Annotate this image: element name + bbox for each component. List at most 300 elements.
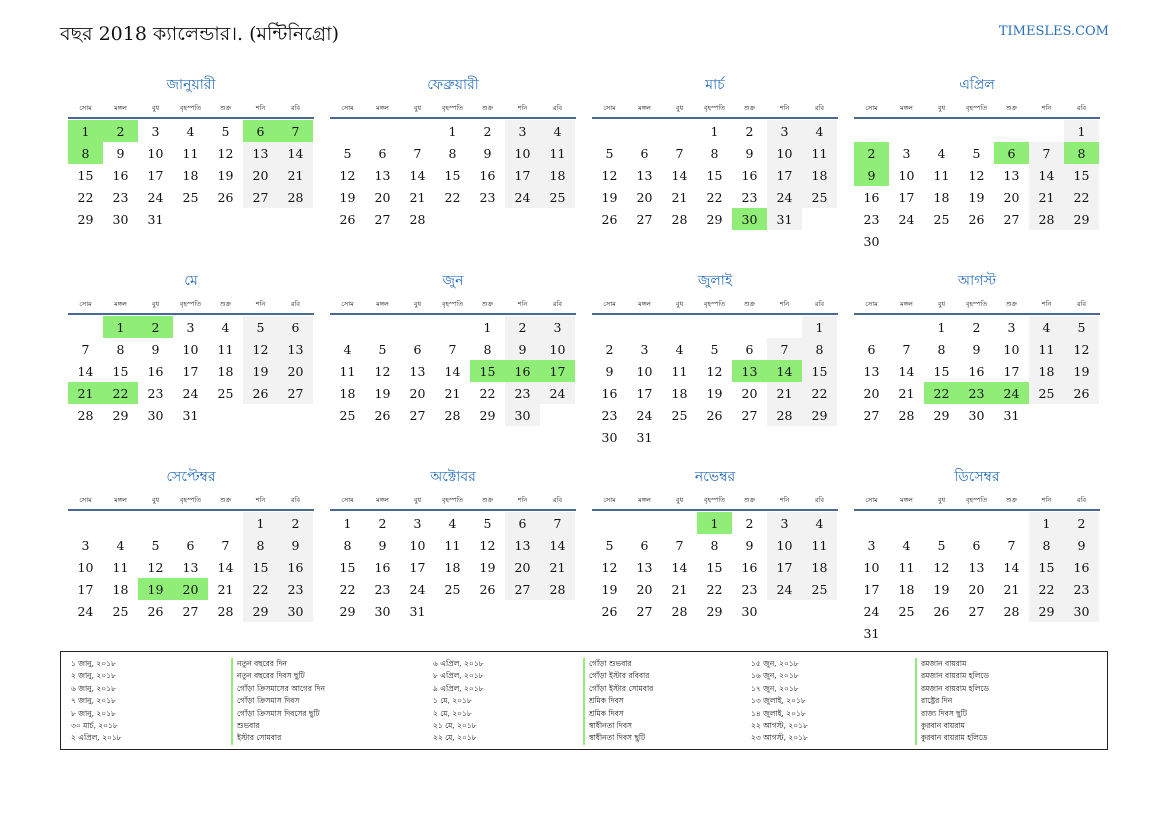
day-cell[interactable]: 23 [601,407,618,423]
day-cell[interactable]: 7 [675,145,684,161]
day-cell[interactable]: 8 [710,145,719,161]
day-cell[interactable]: 1 [243,512,278,534]
day-cell[interactable]: 11 [540,142,575,164]
day-cell[interactable]: 5 [937,537,946,553]
day-cell[interactable]: 19 [374,385,391,401]
day-cell[interactable]: 30 [968,407,985,423]
day-cell[interactable]: 21 [217,581,234,597]
day-cell[interactable]: 8 [710,537,719,553]
day-cell[interactable]: 9 [605,363,614,379]
day-cell[interactable]: 14 [898,363,915,379]
day-cell[interactable]: 14 [77,363,94,379]
day-cell[interactable]: 24 [505,186,540,208]
day-cell[interactable]: 21 [278,164,313,186]
day-cell[interactable]: 23 [278,578,313,600]
day-cell[interactable]: 22 [706,189,723,205]
day-cell[interactable]: 27 [636,603,653,619]
day-cell[interactable]: 16 [147,363,164,379]
day-cell[interactable]: 9 [1064,534,1099,556]
day-cell[interactable]: 18 [933,189,950,205]
day-cell[interactable]: 28 [409,211,426,227]
day-cell[interactable]: 10 [767,534,802,556]
day-cell[interactable]: 17 [1003,363,1020,379]
day-cell[interactable]: 31 [1003,407,1020,423]
day-cell[interactable]: 30 [505,404,540,426]
day-cell[interactable]: 6 [745,341,754,357]
day-cell[interactable]: 9 [483,145,492,161]
day-cell[interactable]: 28 [767,404,802,426]
day-cell[interactable]: 5 [605,537,614,553]
day-cell[interactable]: 7 [81,341,90,357]
day-cell[interactable]: 30 [278,600,313,622]
day-cell[interactable]: 20 [278,360,313,382]
day-cell[interactable]: 31 [409,603,426,619]
day-cell[interactable]: 11 [933,167,950,183]
day-cell[interactable]: 3 [186,319,195,335]
day-cell[interactable]: 16 [863,189,880,205]
day-cell[interactable]: 13 [732,360,767,382]
day-cell[interactable]: 20 [505,556,540,578]
day-cell[interactable]: 26 [217,189,234,205]
day-cell[interactable]: 27 [409,407,426,423]
day-cell[interactable]: 9 [378,537,387,553]
day-cell[interactable]: 20 [863,385,880,401]
day-cell[interactable]: 24 [767,578,802,600]
day-cell[interactable]: 3 [902,145,911,161]
day-cell[interactable]: 8 [483,341,492,357]
day-cell[interactable]: 29 [933,407,950,423]
day-cell[interactable]: 13 [505,534,540,556]
day-cell[interactable]: 10 [77,559,94,575]
day-cell[interactable]: 24 [994,382,1029,404]
day-cell[interactable]: 15 [706,559,723,575]
day-cell[interactable]: 3 [640,341,649,357]
day-cell[interactable]: 7 [675,537,684,553]
day-cell[interactable]: 5 [378,341,387,357]
day-cell[interactable]: 11 [112,559,129,575]
day-cell[interactable]: 19 [138,578,173,600]
day-cell[interactable]: 1 [1029,512,1064,534]
day-cell[interactable]: 4 [902,537,911,553]
day-cell[interactable]: 1 [68,120,103,142]
day-cell[interactable]: 29 [706,603,723,619]
day-cell[interactable]: 28 [898,407,915,423]
day-cell[interactable]: 5 [151,537,160,553]
day-cell[interactable]: 31 [863,625,880,641]
day-cell[interactable]: 11 [182,145,199,161]
day-cell[interactable]: 14 [217,559,234,575]
day-cell[interactable]: 1 [710,123,719,139]
day-cell[interactable]: 9 [278,534,313,556]
day-cell[interactable]: 11 [339,363,356,379]
day-cell[interactable]: 19 [339,189,356,205]
day-cell[interactable]: 14 [671,167,688,183]
day-cell[interactable]: 6 [972,537,981,553]
day-cell[interactable]: 9 [972,341,981,357]
day-cell[interactable]: 28 [444,407,461,423]
day-cell[interactable]: 14 [1029,164,1064,186]
day-cell[interactable]: 3 [867,537,876,553]
day-cell[interactable]: 6 [378,145,387,161]
day-cell[interactable]: 26 [1064,382,1099,404]
day-cell[interactable]: 28 [1003,603,1020,619]
day-cell[interactable]: 21 [68,382,103,404]
day-cell[interactable]: 19 [217,167,234,183]
day-cell[interactable]: 29 [706,211,723,227]
day-cell[interactable]: 27 [1003,211,1020,227]
day-cell[interactable]: 6 [994,142,1029,164]
day-cell[interactable]: 16 [1064,556,1099,578]
day-cell[interactable]: 27 [243,186,278,208]
day-cell[interactable]: 5 [605,145,614,161]
day-cell[interactable]: 17 [540,360,575,382]
day-cell[interactable]: 4 [448,515,457,531]
day-cell[interactable]: 20 [374,189,391,205]
day-cell[interactable]: 26 [968,211,985,227]
day-cell[interactable]: 15 [444,167,461,183]
day-cell[interactable]: 30 [601,429,618,445]
day-cell[interactable]: 23 [1064,578,1099,600]
day-cell[interactable]: 27 [636,211,653,227]
day-cell[interactable]: 17 [767,556,802,578]
day-cell[interactable]: 6 [413,341,422,357]
day-cell[interactable]: 12 [374,363,391,379]
day-cell[interactable]: 24 [77,603,94,619]
day-cell[interactable]: 12 [1064,338,1099,360]
day-cell[interactable]: 2 [483,123,492,139]
day-cell[interactable]: 14 [767,360,802,382]
day-cell[interactable]: 6 [640,145,649,161]
day-cell[interactable]: 13 [374,167,391,183]
day-cell[interactable]: 19 [601,189,618,205]
day-cell[interactable]: 7 [221,537,230,553]
day-cell[interactable]: 18 [671,385,688,401]
day-cell[interactable]: 11 [444,537,461,553]
day-cell[interactable]: 19 [243,360,278,382]
day-cell[interactable]: 13 [182,559,199,575]
day-cell[interactable]: 28 [1029,208,1064,230]
day-cell[interactable]: 12 [147,559,164,575]
day-cell[interactable]: 8 [343,537,352,553]
day-cell[interactable]: 17 [767,164,802,186]
day-cell[interactable]: 15 [1064,164,1099,186]
day-cell[interactable]: 1 [483,319,492,335]
day-cell[interactable]: 12 [968,167,985,183]
day-cell[interactable]: 30 [374,603,391,619]
day-cell[interactable]: 8 [1064,142,1099,164]
day-cell[interactable]: 9 [745,537,754,553]
day-cell[interactable]: 31 [182,407,199,423]
day-cell[interactable]: 22 [444,189,461,205]
day-cell[interactable]: 16 [741,167,758,183]
day-cell[interactable]: 29 [339,603,356,619]
day-cell[interactable]: 8 [448,145,457,161]
day-cell[interactable]: 25 [339,407,356,423]
day-cell[interactable]: 21 [671,581,688,597]
day-cell[interactable]: 25 [217,385,234,401]
day-cell[interactable]: 28 [540,578,575,600]
day-cell[interactable]: 15 [339,559,356,575]
day-cell[interactable]: 6 [505,512,540,534]
day-cell[interactable]: 19 [1064,360,1099,382]
day-cell[interactable]: 27 [374,211,391,227]
day-cell[interactable]: 10 [767,142,802,164]
day-cell[interactable]: 21 [444,385,461,401]
day-cell[interactable]: 27 [968,603,985,619]
day-cell[interactable]: 23 [505,382,540,404]
day-cell[interactable]: 21 [671,189,688,205]
day-cell[interactable]: 21 [898,385,915,401]
day-cell[interactable]: 27 [505,578,540,600]
day-cell[interactable]: 21 [409,189,426,205]
day-cell[interactable]: 15 [77,167,94,183]
day-cell[interactable]: 22 [924,382,959,404]
day-cell[interactable]: 26 [706,407,723,423]
day-cell[interactable]: 13 [1003,167,1020,183]
day-cell[interactable]: 4 [221,319,230,335]
day-cell[interactable]: 13 [968,559,985,575]
day-cell[interactable]: 1 [103,316,138,338]
day-cell[interactable]: 17 [898,189,915,205]
day-cell[interactable]: 15 [1029,556,1064,578]
day-cell[interactable]: 26 [933,603,950,619]
day-cell[interactable]: 1 [937,319,946,335]
day-cell[interactable]: 7 [413,145,422,161]
day-cell[interactable]: 25 [112,603,129,619]
day-cell[interactable]: 7 [448,341,457,357]
day-cell[interactable]: 20 [1003,189,1020,205]
day-cell[interactable]: 30 [732,208,767,230]
day-cell[interactable]: 26 [243,382,278,404]
day-cell[interactable]: 3 [767,512,802,534]
day-cell[interactable]: 26 [601,603,618,619]
day-cell[interactable]: 6 [243,120,278,142]
day-cell[interactable]: 30 [147,407,164,423]
day-cell[interactable]: 3 [81,537,90,553]
day-cell[interactable]: 18 [802,164,837,186]
day-cell[interactable]: 29 [112,407,129,423]
day-cell[interactable]: 2 [138,316,173,338]
day-cell[interactable]: 23 [112,189,129,205]
day-cell[interactable]: 25 [898,603,915,619]
day-cell[interactable]: 6 [278,316,313,338]
day-cell[interactable]: 31 [767,208,802,230]
day-cell[interactable]: 23 [479,189,496,205]
day-cell[interactable]: 27 [741,407,758,423]
day-cell[interactable]: 18 [339,385,356,401]
day-cell[interactable]: 13 [243,142,278,164]
day-cell[interactable]: 1 [448,123,457,139]
day-cell[interactable]: 24 [767,186,802,208]
day-cell[interactable]: 29 [1029,600,1064,622]
day-cell[interactable]: 13 [863,363,880,379]
day-cell[interactable]: 27 [863,407,880,423]
day-cell[interactable]: 29 [802,404,837,426]
day-cell[interactable]: 9 [745,145,754,161]
day-cell[interactable]: 1 [697,512,732,534]
day-cell[interactable]: 2 [278,512,313,534]
day-cell[interactable]: 18 [217,363,234,379]
day-cell[interactable]: 17 [182,363,199,379]
day-cell[interactable]: 9 [116,145,125,161]
day-cell[interactable]: 15 [706,167,723,183]
day-cell[interactable]: 31 [147,211,164,227]
day-cell[interactable]: 22 [339,581,356,597]
day-cell[interactable]: 24 [147,189,164,205]
day-cell[interactable]: 25 [444,581,461,597]
day-cell[interactable]: 18 [444,559,461,575]
day-cell[interactable]: 20 [636,581,653,597]
day-cell[interactable]: 2 [854,142,889,164]
day-cell[interactable]: 14 [278,142,313,164]
day-cell[interactable]: 21 [767,382,802,404]
day-cell[interactable]: 4 [802,120,837,142]
day-cell[interactable]: 1 [802,316,837,338]
day-cell[interactable]: 3 [1007,319,1016,335]
day-cell[interactable]: 29 [1064,208,1099,230]
day-cell[interactable]: 14 [671,559,688,575]
day-cell[interactable]: 7 [278,120,313,142]
day-cell[interactable]: 2 [605,341,614,357]
day-cell[interactable]: 2 [745,515,754,531]
day-cell[interactable]: 4 [540,120,575,142]
day-cell[interactable]: 12 [933,559,950,575]
day-cell[interactable]: 8 [802,338,837,360]
day-cell[interactable]: 3 [767,120,802,142]
day-cell[interactable]: 19 [706,385,723,401]
day-cell[interactable]: 25 [671,407,688,423]
day-cell[interactable]: 18 [540,164,575,186]
day-cell[interactable]: 4 [343,341,352,357]
day-cell[interactable]: 16 [741,559,758,575]
day-cell[interactable]: 22 [1064,186,1099,208]
day-cell[interactable]: 2 [103,120,138,142]
day-cell[interactable]: 24 [182,385,199,401]
day-cell[interactable]: 25 [540,186,575,208]
day-cell[interactable]: 5 [1064,316,1099,338]
day-cell[interactable]: 20 [409,385,426,401]
day-cell[interactable]: 30 [112,211,129,227]
day-cell[interactable]: 4 [675,341,684,357]
day-cell[interactable]: 31 [636,429,653,445]
day-cell[interactable]: 4 [116,537,125,553]
day-cell[interactable]: 21 [540,556,575,578]
day-cell[interactable]: 3 [413,515,422,531]
day-cell[interactable]: 10 [636,363,653,379]
day-cell[interactable]: 17 [409,559,426,575]
day-cell[interactable]: 11 [217,341,234,357]
day-cell[interactable]: 13 [409,363,426,379]
day-cell[interactable]: 3 [540,316,575,338]
day-cell[interactable]: 22 [479,385,496,401]
day-cell[interactable]: 24 [636,407,653,423]
day-cell[interactable]: 23 [741,581,758,597]
day-cell[interactable]: 13 [636,559,653,575]
day-cell[interactable]: 11 [802,534,837,556]
day-cell[interactable]: 1 [343,515,352,531]
day-cell[interactable]: 12 [479,537,496,553]
day-cell[interactable]: 28 [217,603,234,619]
day-cell[interactable]: 4 [802,512,837,534]
day-cell[interactable]: 16 [601,385,618,401]
day-cell[interactable]: 7 [902,341,911,357]
day-cell[interactable]: 3 [151,123,160,139]
day-cell[interactable]: 4 [1029,316,1064,338]
day-cell[interactable]: 4 [937,145,946,161]
day-cell[interactable]: 18 [1029,360,1064,382]
day-cell[interactable]: 8 [243,534,278,556]
day-cell[interactable]: 18 [898,581,915,597]
day-cell[interactable]: 19 [968,189,985,205]
day-cell[interactable]: 2 [378,515,387,531]
day-cell[interactable]: 30 [863,233,880,249]
day-cell[interactable]: 6 [867,341,876,357]
day-cell[interactable]: 10 [1003,341,1020,357]
day-cell[interactable]: 20 [968,581,985,597]
day-cell[interactable]: 24 [863,603,880,619]
day-cell[interactable]: 2 [1064,512,1099,534]
day-cell[interactable]: 25 [802,186,837,208]
day-cell[interactable]: 14 [1003,559,1020,575]
day-cell[interactable]: 29 [243,600,278,622]
day-cell[interactable]: 10 [505,142,540,164]
day-cell[interactable]: 16 [112,167,129,183]
day-cell[interactable]: 16 [505,360,540,382]
day-cell[interactable]: 19 [933,581,950,597]
day-cell[interactable]: 28 [671,603,688,619]
day-cell[interactable]: 13 [636,167,653,183]
day-cell[interactable]: 29 [77,211,94,227]
site-link[interactable]: TIMESLES.COM [998,24,1109,39]
day-cell[interactable]: 26 [479,581,496,597]
day-cell[interactable]: 11 [1029,338,1064,360]
day-cell[interactable]: 15 [933,363,950,379]
day-cell[interactable]: 28 [77,407,94,423]
day-cell[interactable]: 26 [147,603,164,619]
day-cell[interactable]: 5 [343,145,352,161]
day-cell[interactable]: 17 [147,167,164,183]
day-cell[interactable]: 10 [147,145,164,161]
day-cell[interactable]: 19 [601,581,618,597]
day-cell[interactable]: 5 [710,341,719,357]
day-cell[interactable]: 26 [601,211,618,227]
day-cell[interactable]: 2 [505,316,540,338]
day-cell[interactable]: 12 [243,338,278,360]
day-cell[interactable]: 14 [540,534,575,556]
day-cell[interactable]: 22 [1029,578,1064,600]
day-cell[interactable]: 24 [898,211,915,227]
day-cell[interactable]: 22 [802,382,837,404]
day-cell[interactable]: 10 [898,167,915,183]
day-cell[interactable]: 5 [243,316,278,338]
day-cell[interactable]: 17 [77,581,94,597]
day-cell[interactable]: 30 [741,603,758,619]
day-cell[interactable]: 8 [937,341,946,357]
day-cell[interactable]: 23 [147,385,164,401]
day-cell[interactable]: 8 [116,341,125,357]
day-cell[interactable]: 28 [278,186,313,208]
day-cell[interactable]: 15 [112,363,129,379]
day-cell[interactable]: 16 [968,363,985,379]
day-cell[interactable]: 11 [898,559,915,575]
day-cell[interactable]: 1 [1064,120,1099,142]
day-cell[interactable]: 22 [706,581,723,597]
day-cell[interactable]: 22 [103,382,138,404]
day-cell[interactable]: 27 [278,382,313,404]
day-cell[interactable]: 10 [540,338,575,360]
day-cell[interactable]: 6 [186,537,195,553]
day-cell[interactable]: 25 [182,189,199,205]
